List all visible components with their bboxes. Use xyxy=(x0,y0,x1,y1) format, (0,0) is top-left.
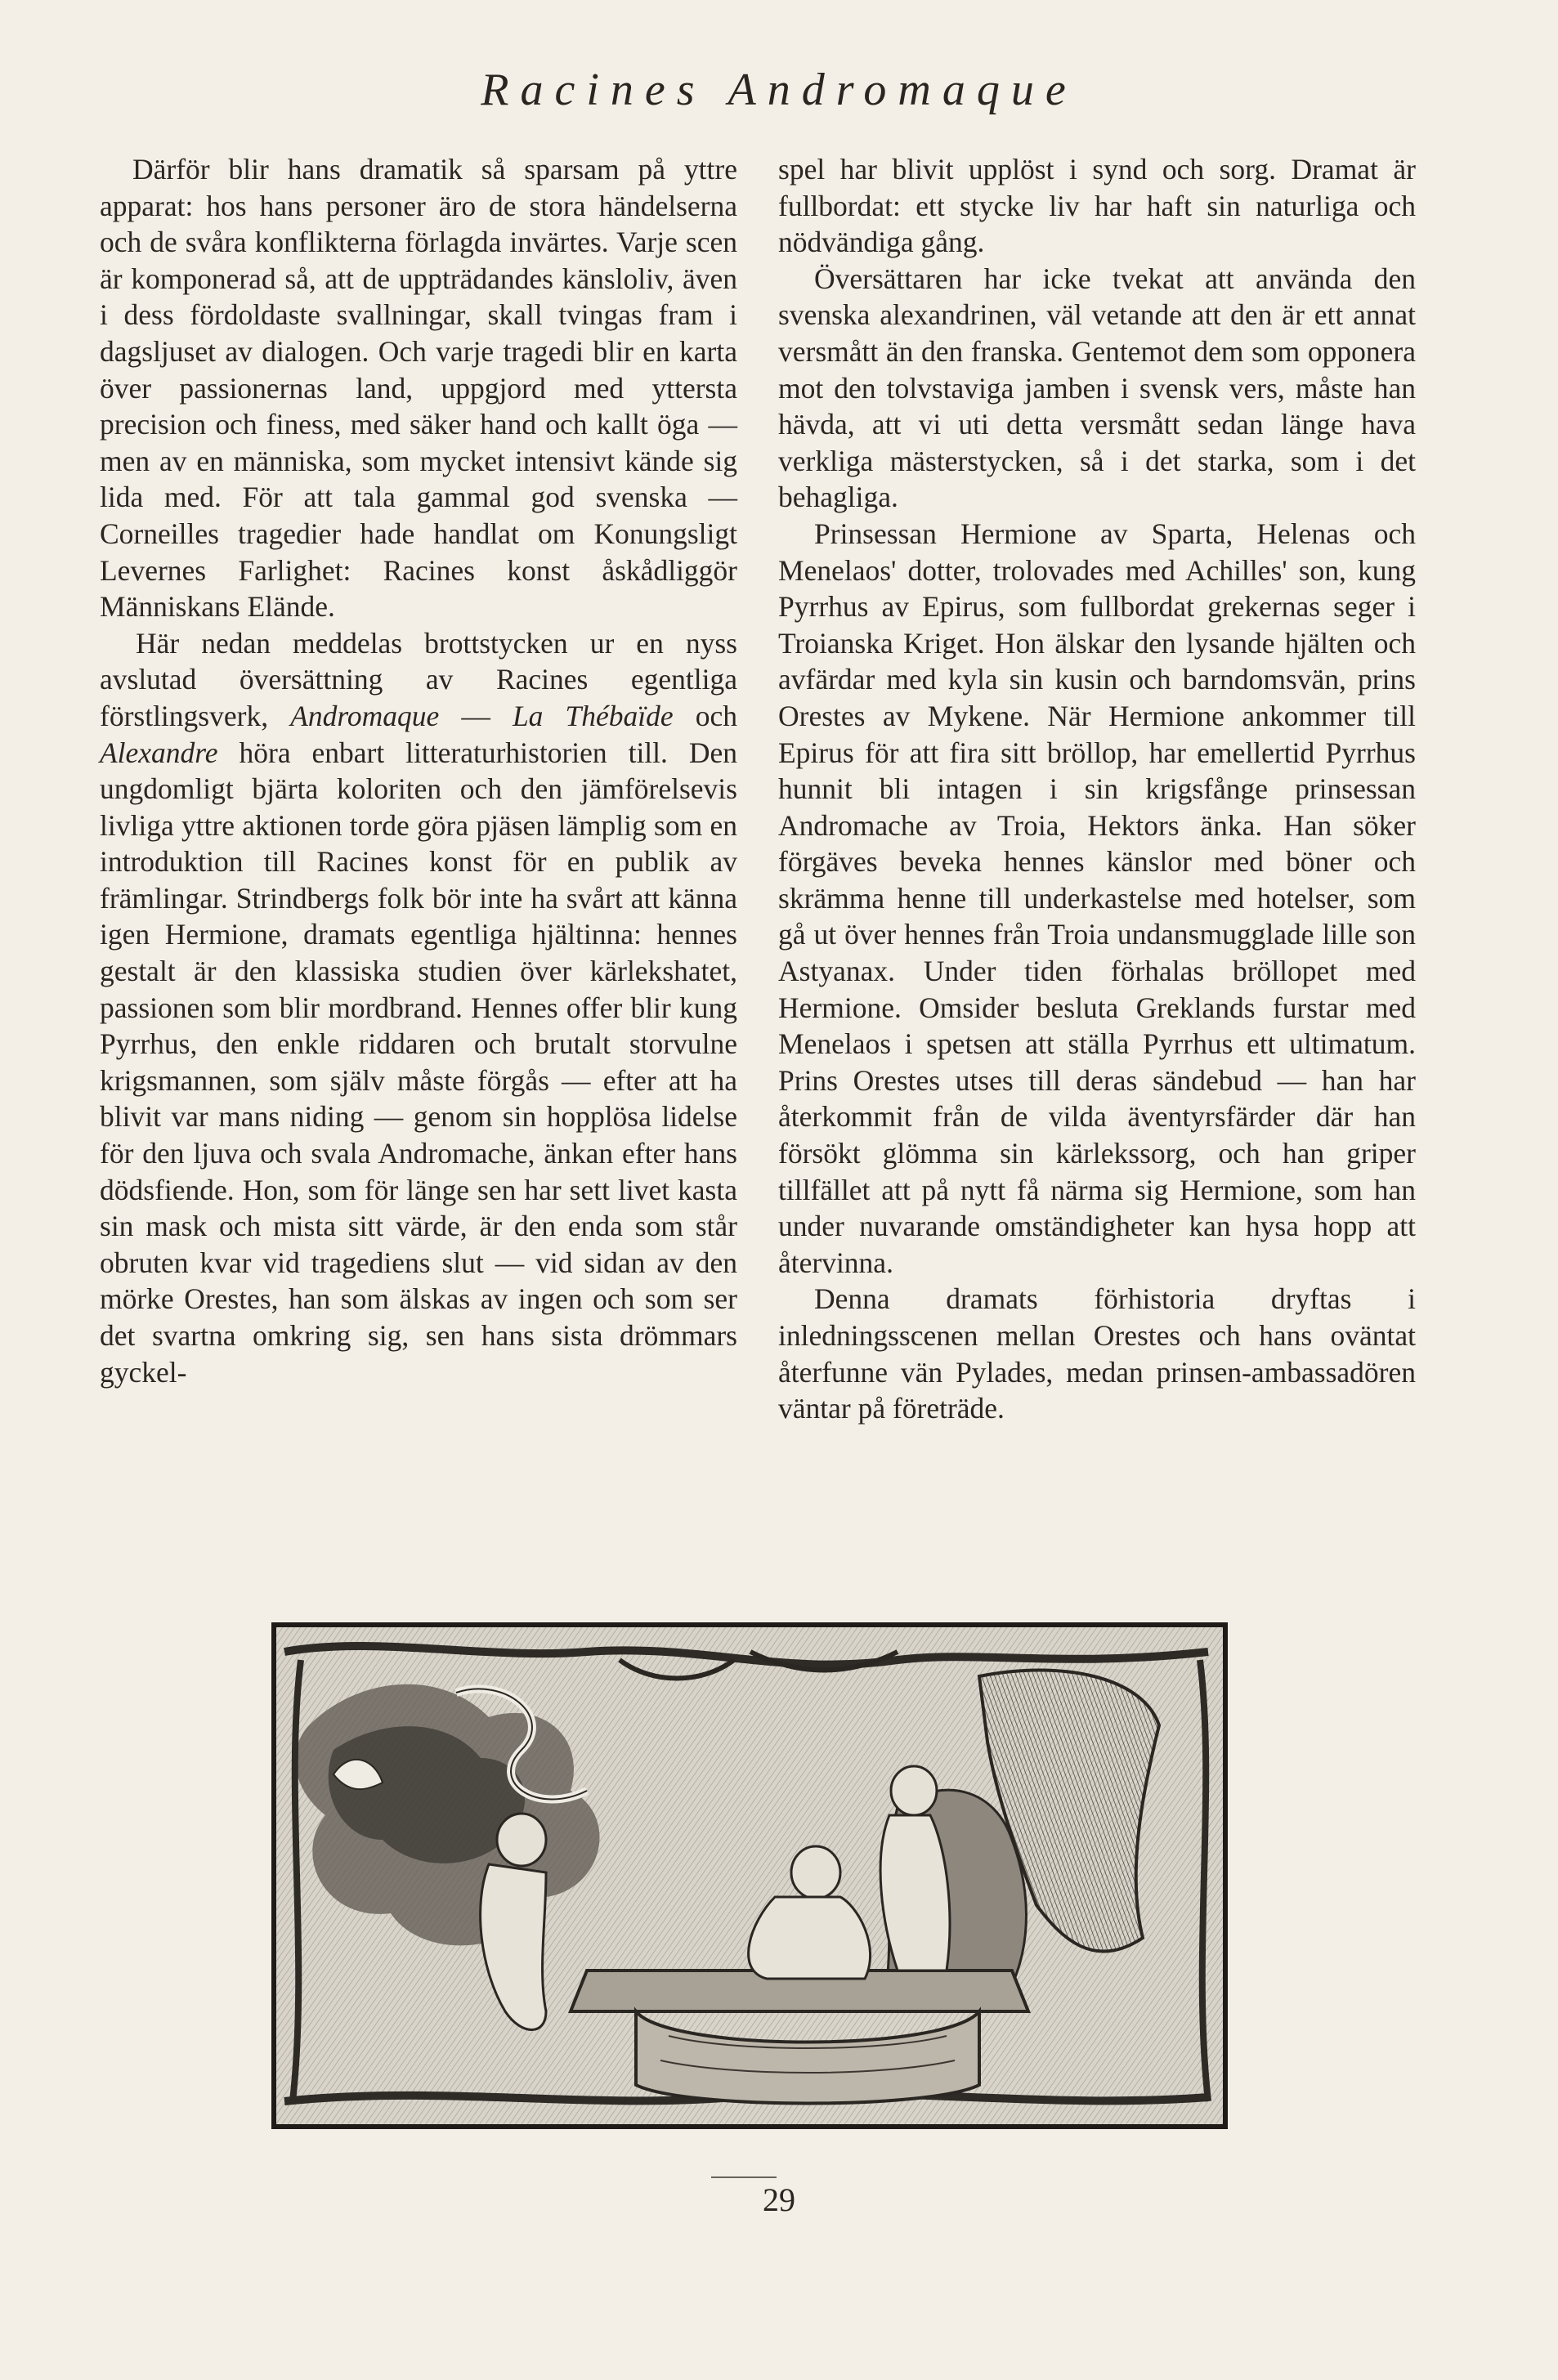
page-number: 29 xyxy=(763,2181,795,2218)
engraving-illustration xyxy=(271,1622,1228,2129)
engraving-artwork xyxy=(276,1627,1223,2124)
running-title: Racines Andromaque xyxy=(481,65,1077,115)
paragraph-text: höra enbart litteraturhistorien till. Den ungdomligt bjärta koloriten och den jämförelsevis livliga yttre aktionen torde göra pjäsen lämplig som en introduktion till Racines konst för en publik av främlingar. Strindbergs folk bör inte ha svårt att känna igen Hermione, dramats egentliga hjältinna: hennes gestalt är den klassiska studien över kärlekshatet, passionen som blir mordbrand. Hennes offer blir kung Pyrrhus, den enkle riddaren och brutalt storvulne krigsmannen, som själv måste förgås — efter att ha blivit var mans niding — genom sin hopplösa lidelse för den ljuva och svala Andromache, änkan efter hans dödsfiende. Hon, som för länge sen har sett livet kasta sin mask och mista sitt värde, är den enda som står obruten kvar vid tragediens slut — vid sidan av den mörke Orestes, han som älskas av ingen och som ser det svartna omkring sig, sen hans sista drömmars gyckel- xyxy=(100,736,737,1389)
paragraph-text: och xyxy=(673,699,738,732)
folio-rule xyxy=(711,2176,777,2178)
title-andromaque: Andromaque xyxy=(290,699,440,732)
title-alexandre: Alexandre xyxy=(100,736,218,769)
left-paragraph-2 xyxy=(100,625,737,1390)
title-la-thebaide: La Thébaïde xyxy=(512,699,674,732)
left-column xyxy=(100,151,737,1390)
right-paragraph-2: Översättaren har icke tvekat att använda den svenska alexandrinen, väl vetande att den är ett annat versmått än den franska. Gentemot dem som opponera mot den tolvstaviga jamben i svensk vers, måste han hävda, att vi uti detta versmått sedan länge hava verkliga mästerstycken, så i det starka, som i det behagliga. xyxy=(778,262,1416,514)
left-paragraph-1: Därför blir hans dramatik så sparsam på yttre apparat: hos hans personer äro de stora händelserna och de svåra konflikterna förlagda invärtes. Varje scen är komponerad så, att de uppträdandes känsloliv, även i dess fördoldaste svallningar, skall tvingas fram i dagsljuset av dialogen. Och varje tragedi blir en karta över passionernas land, uppgjord med yttersta precision och finess, med säker hand och kallt öga — men av en människa, som mycket intensivt kände sig lida med. För att tala gammal god svenska — Corneilles tragedier hade handlat om Konungsligt Levernes Farlighet: Racines konst åskådliggör Människans Elände. xyxy=(100,153,737,624)
right-column xyxy=(778,151,1416,1427)
right-paragraph-4: Denna dramats förhistoria dryftas i inledningsscenen mellan Orestes och hans oväntat återfunne vän Pylades, medan prinsen-ambassadören väntar på företräde. xyxy=(778,1282,1416,1425)
right-paragraph-1: spel har blivit upplöst i synd och sorg. Dramat är fullbordat: ett stycke liv har haft sin naturliga och nödvändiga gång. xyxy=(778,153,1416,259)
paragraph-text: Här nedan meddelas brottstycken ur en nyss avslutad översättning av Racines egentliga förstlingsverk, xyxy=(100,626,737,732)
paragraph-text: — xyxy=(439,699,513,732)
right-paragraph-3: Prinsessan Hermione av Sparta, Helenas och Menelaos' dotter, trolovades med Achilles' son, kung Pyrrhus av Epirus, som fullbordat grekernas seger i Troianska Kriget. Hon älskar den lysande hjälten och avfärdar med kyla sin kusin och barndomsvän, prins Orestes av Mykene. När Hermione ankommer till Epirus för att fira sitt bröllop, har emellertid Pyrrhus hunnit bli intagen i sin krigsfånge prinsessan Andromache av Troia, Hektors änka. Han söker förgäves beveka hennes känslor med böner och skrämma henne till underkastelse med hotelser, som gå ut över hennes från Troia undansmugglade lille son Astyanax. Under tiden förhalas bröllopet med Hermione. Omsider besluta Greklands furstar med Menelaos i spetsen att ställa Pyrrhus ett ultimatum. Prins Orestes utses till deras sändebud — han har återkommit från de vilda äventyrsfärder där han försökt glömma sin kärlekssorg, och han griper tillfället att på nytt få närma sig Hermione, som han under nuvarande omständigheter kan hysa hopp att återvinna. xyxy=(778,517,1416,1279)
